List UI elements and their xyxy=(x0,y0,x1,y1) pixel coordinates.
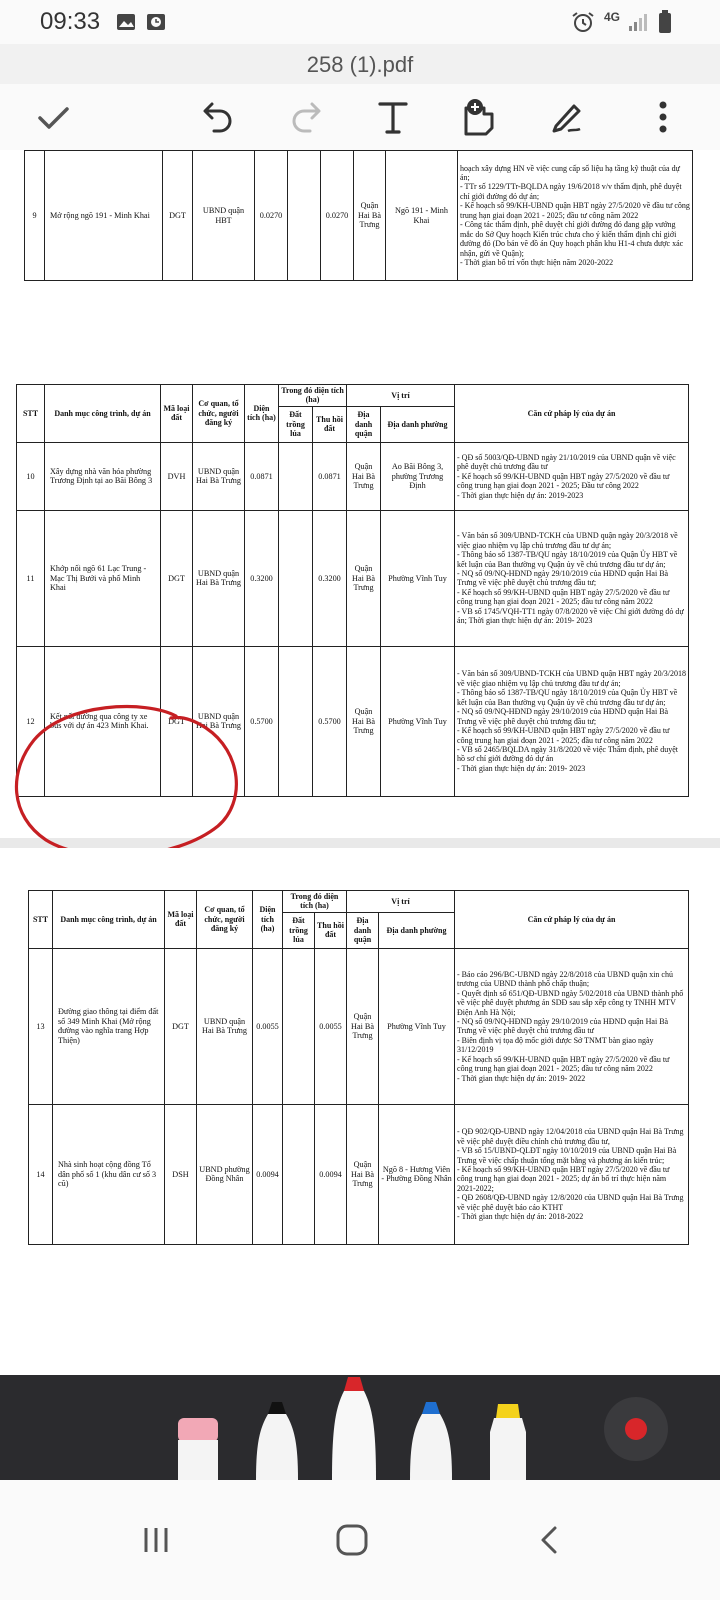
row-district: Quận Hai Bà Trưng xyxy=(347,948,379,1104)
header-legal: Căn cứ pháp lý của dự án xyxy=(455,385,689,443)
table-page-3 xyxy=(28,890,689,1245)
row-recover: 0.0270 xyxy=(321,151,354,281)
row-legal: - QĐ 902/QĐ-UBND ngày 12/04/2018 của UBND quận Hai Bà Trưng về việc phê duyệt điều chỉnh chủ trương đầu tư, - VB số 15/UBND-QLĐT ngày 10/10/2019 của UBND quận Hai Bà Trưng về việc chấp thuận tổng mặt bằng và phương án kiến trúc; - Kế hoạch số 99/KH-UBND quận HBT ngày 27/5/2020 về đầu tư công trung hạn giai đoạn 2021 - 2025; dự án bố trí thực hiện năm 2021-2022; - QĐ 2608/QĐ-UBND ngày 12/8/2020 của UBND quận Hai Bà Trưng về việc phê duyệt báo cáo KTHT - Thời gian thực hiện dự án: 2018-2022 xyxy=(455,1104,689,1244)
header-org: Cơ quan, tổ chức, người đăng ký xyxy=(193,385,245,443)
header-of-which: Trong đó diện tích (ha) xyxy=(279,385,347,407)
row-ward: Ao Bãi Bông 3, phường Trương Định xyxy=(381,442,455,510)
row-rice xyxy=(279,510,313,646)
row-area: 0.0270 xyxy=(255,151,288,281)
row-recover: 0.3200 xyxy=(313,510,347,646)
row-district: Quận Hai Bà Trưng xyxy=(347,646,381,796)
table-row xyxy=(29,1104,689,1244)
header-legal: Căn cứ pháp lý của dự án xyxy=(455,891,689,949)
row-stt: 14 xyxy=(29,1104,53,1244)
battery-icon xyxy=(658,10,672,34)
navigation-bar xyxy=(0,1480,720,1600)
header-area: Diện tích (ha) xyxy=(245,385,279,443)
row-name: Mở rộng ngõ 191 - Minh Khai xyxy=(45,151,163,281)
header-stt: STT xyxy=(17,385,45,443)
text-tool-button[interactable] xyxy=(370,94,416,140)
pen-icon xyxy=(548,98,586,136)
row-name: Khớp nối ngõ 61 Lạc Trung - Mạc Thị Bưởi và phố Minh Khai xyxy=(45,510,161,646)
table-row xyxy=(29,948,689,1104)
row-code: DGT xyxy=(163,151,193,281)
row-recover: 0.0055 xyxy=(315,948,347,1104)
row-area: 0.0055 xyxy=(253,948,283,1104)
row-code: DVH xyxy=(161,442,193,510)
row-recover: 0.0871 xyxy=(313,442,347,510)
table-row xyxy=(17,442,689,510)
record-button[interactable] xyxy=(604,1397,668,1461)
row-code: DGT xyxy=(165,948,197,1104)
header-location: Vị trí xyxy=(347,385,455,407)
undo-button[interactable] xyxy=(196,94,242,140)
row-org: UBND quận Hai Bà Trưng xyxy=(193,510,245,646)
row-stt: 13 xyxy=(29,948,53,1104)
header-location: Vị trí xyxy=(347,891,455,913)
record-icon xyxy=(625,1418,647,1440)
check-icon xyxy=(34,98,72,136)
network-label: 4G xyxy=(604,10,621,24)
row-name: Xây dựng nhà văn hóa phường Trương Định tại ao Bãi Bông 3 xyxy=(45,442,161,510)
row-area: 0.0871 xyxy=(245,442,279,510)
header-name: Danh mục công trình, dự án xyxy=(53,891,165,949)
row-org: UBND quận Hai Bà Trưng xyxy=(193,646,245,796)
row-org: UBND quận HBT xyxy=(193,151,255,281)
red-circle-annotation[interactable] xyxy=(6,698,246,866)
more-icon xyxy=(644,98,682,136)
header-of-which: Trong đó diện tích (ha) xyxy=(283,891,347,913)
back-button[interactable] xyxy=(520,1510,580,1570)
header-recover: Thu hồi đất xyxy=(315,912,347,948)
clock-icon xyxy=(146,12,166,32)
row-code: DGT xyxy=(161,646,193,796)
pen-tray xyxy=(0,1375,720,1480)
table-header-row xyxy=(17,385,689,407)
row-recover: 0.5700 xyxy=(313,646,347,796)
add-note-icon xyxy=(460,98,498,136)
row-ward: Phường Vĩnh Tuy xyxy=(381,646,455,796)
header-code: Mã loại đất xyxy=(161,385,193,443)
row-area: 0.3200 xyxy=(245,510,279,646)
undo-icon xyxy=(200,98,238,136)
red-pen-icon[interactable] xyxy=(330,1375,378,1480)
row-org: UBND quận Hai Bà Trưng xyxy=(193,442,245,510)
image-icon xyxy=(116,12,136,32)
row-rice xyxy=(279,442,313,510)
row-ward: Ngõ 8 - Hương Viên - Phường Đồng Nhân xyxy=(379,1104,455,1244)
home-button[interactable] xyxy=(322,1510,382,1570)
row-district: Quận Hai Bà Trưng xyxy=(347,510,381,646)
table-header-row xyxy=(29,891,689,913)
header-district: Địa danh quận xyxy=(347,912,379,948)
header-code: Mã loại đất xyxy=(165,891,197,949)
status-bar xyxy=(0,0,720,44)
recents-button[interactable] xyxy=(126,1510,186,1570)
header-ward: Địa danh phường xyxy=(379,912,455,948)
table-row xyxy=(25,151,693,281)
row-legal: - QĐ số 5003/QĐ-UBND ngày 21/10/2019 của UBND quận về việc phê duyệt chủ trương đầu tư - Kế hoạch số 99/KH-UBND quận HBT ngày 27/5/2020 về đầu tư công trung hạn giai đoạn 2021 - 2025; Đầu tư công 2022 - Thời gian thực hiện dự án: 2019-2023 xyxy=(455,442,689,510)
eraser-icon[interactable] xyxy=(176,1418,220,1480)
row-recover: 0.0094 xyxy=(315,1104,347,1244)
row-legal: - Báo cáo 296/BC-UBND ngày 22/8/2018 của UBND quận xin chủ trương của UBND thành phố chấp thuận; - Quyết định số 651/QĐ-UBND ngày 5/02/2018 của UBND thành phố về việc phê duyệt phương án SDĐ sau sắp xếp công ty TNHH MTV Điện Anh Hà Nội; - NQ số 09/NQ-HĐND ngày 29/10/2019 của HĐND quận Hai Bà Trưng về việc phê duyệt chủ trương đầu tư - Biên định vị tọa độ mốc giới được Sở TNMT bàn giao ngày 31/12/2019 - Kế hoạch số 99/KH-UBND quận HBT ngày 27/5/2020 về đầu tư công trung hạn giai đoạn 2021 - 2025; đầu tư công năm 2022 - Thời gian thực hiện dự án: 2019- 2022 xyxy=(455,948,689,1104)
row-rice xyxy=(288,151,321,281)
yellow-highlighter-icon[interactable] xyxy=(488,1402,530,1480)
row-stt: 10 xyxy=(17,442,45,510)
row-code: DGT xyxy=(161,510,193,646)
row-district: Quận Hai Bà Trưng xyxy=(347,442,381,510)
status-time: 09:33 xyxy=(40,8,101,35)
table-page-1 xyxy=(24,150,693,281)
row-stt: 9 xyxy=(25,151,45,281)
header-rice: Đất trồng lúa xyxy=(283,912,315,948)
row-name: Nhà sinh hoạt cộng đồng Tổ dân phố số 1 (khu dân cư số 3 cũ) xyxy=(53,1104,165,1244)
document-title: 258 (1).pdf xyxy=(306,52,414,77)
row-legal: - Văn bản số 309/UBND-TCKH của UBND quận HBT ngày 20/3/2018 về việc giao nhiệm vụ lập chủ trương đầu tư dự án; - Thông báo số 1387-TB/QU ngày 18/10/2019 của Quận Ủy HBT về kết luận của Ban thường vụ Quận ủy về chủ trương đầu tư dự án; - NQ số 09/NQ-HĐND ngày 29/10/2019 của HĐND quận Hai Bà Trưng về việc phê duyệt chủ trương đầu tư; - Kế hoạch số 99/KH-UBND quận HBT ngày 27/5/2020 về đầu tư công trung hạn giai đoạn 2021 - 2025; đầu tư công năm 2022 - VB số 2465/BQLDA ngày 31/8/2020 về việc Thẩm định, phê duyệt hồ sơ chỉ giới đường đỏ dự án - Thời gian thực hiện dự án: 2019- 2023 xyxy=(455,646,689,796)
row-area: 0.0094 xyxy=(253,1104,283,1244)
pdf-viewport[interactable] xyxy=(0,150,720,1375)
back-icon xyxy=(535,1525,565,1555)
header-district: Địa danh quận xyxy=(347,406,381,442)
header-area: Diện tích (ha) xyxy=(253,891,283,949)
row-rice xyxy=(283,948,315,1104)
header-name: Danh mục công trình, dự án xyxy=(45,385,161,443)
row-org: UBND quận Hai Bà Trưng xyxy=(197,948,253,1104)
text-tool-icon xyxy=(374,98,412,136)
row-rice xyxy=(283,1104,315,1244)
pdf-page-3 xyxy=(0,848,720,1375)
row-name: Kết nối đường qua công ty xe bus với dự án 423 Minh Khai. xyxy=(45,646,161,796)
row-district: Quận Hai Bà Trưng xyxy=(347,1104,379,1244)
row-stt: 12 xyxy=(17,646,45,796)
row-ward: Phường Vĩnh Tuy xyxy=(381,510,455,646)
header-rice: Đất trồng lúa xyxy=(279,406,313,442)
row-area: 0.5700 xyxy=(245,646,279,796)
redo-button[interactable] xyxy=(282,94,328,140)
confirm-button[interactable] xyxy=(30,94,76,140)
row-code: DSH xyxy=(165,1104,197,1244)
more-options-button[interactable] xyxy=(640,94,686,140)
table-row xyxy=(17,510,689,646)
signal-icon xyxy=(628,12,650,32)
row-name: Đường giao thông tại điểm đất số 349 Minh Khai (Mở rộng đường vào nghĩa trang Hợp Thiện) xyxy=(53,948,165,1104)
add-note-button[interactable] xyxy=(456,94,502,140)
toolbar xyxy=(0,84,720,150)
redo-icon xyxy=(286,98,324,136)
blue-pen-icon[interactable] xyxy=(408,1398,454,1480)
row-rice xyxy=(279,646,313,796)
row-org: UBND phường Đồng Nhân xyxy=(197,1104,253,1244)
black-pen-icon[interactable] xyxy=(254,1398,300,1480)
header-org: Cơ quan, tổ chức, người đăng ký xyxy=(197,891,253,949)
header-recover: Thu hồi đất xyxy=(313,406,347,442)
pdf-page-2 xyxy=(0,346,720,838)
alarm-icon xyxy=(570,10,596,34)
recents-icon xyxy=(141,1525,171,1555)
home-icon xyxy=(335,1523,369,1557)
pdf-page-1 xyxy=(0,150,720,346)
row-ward: Phường Vĩnh Tuy xyxy=(379,948,455,1104)
row-legal: - Văn bản số 309/UBND-TCKH của UBND quận ngày 20/3/2018 về việc giao nhiệm vụ lập chủ trương đầu tư dự án; - Thông báo số 1387-TB/QU ngày 18/10/2019 của Quận Ủy HBT về kết luận của Ban thường vụ Quận ủy về chủ trương đầu tư dự án; - NQ số 09/NQ-HĐND ngày 29/10/2019 của HĐND quận Hai Bà Trưng về việc phê duyệt chủ trương đầu tư; - Kế hoạch số 99/KH-UBND quận HBT ngày 27/5/2020 về đầu tư công trung hạn giai đoạn 2021 - 2025; đầu tư công năm 2022 - VB số 1745/VQH-TT1 ngày 07/8/2020 về việc Chỉ giới đường đỏ dự án; Thời gian thực hiện dự án: 2019- 2023 xyxy=(455,510,689,646)
header-stt: STT xyxy=(29,891,53,949)
pen-tool-button[interactable] xyxy=(544,94,590,140)
header-ward: Địa danh phường xyxy=(381,406,455,442)
row-legal: hoạch xây dựng HN về việc cung cấp số liệu hạ tầng kỹ thuật của dự án; - TTr số 1229/TTr-BQLDA ngày 19/6/2018 v/v thẩm định, phê duyệt chỉ giới đường đỏ dự án; - Kế hoạch số 99/KH-UBND quận HBT ngày 27/5/2020 về đầu tư công trung hạn giai đoạn 2021 - 2025; đầu tư công năm 2022 - Công tác thẩm định, phê duyệt chỉ giới đường đỏ đang gặp vướng mắc do Sở Quy hoạch Kiến trúc chưa cho ý kiến thẩm định chỉ giới đường đỏ (Do bản vẽ đồ án Quy hoạch phân khu H1-4 chưa được xác nhận, gửi về Quận); - Thời gian bố trí vốn thực hiện năm 2020-2022 xyxy=(458,151,693,281)
row-stt: 11 xyxy=(17,510,45,646)
row-district: Quận Hai Bà Trưng xyxy=(354,151,386,281)
row-ward: Ngõ 191 - Minh Khai xyxy=(386,151,458,281)
